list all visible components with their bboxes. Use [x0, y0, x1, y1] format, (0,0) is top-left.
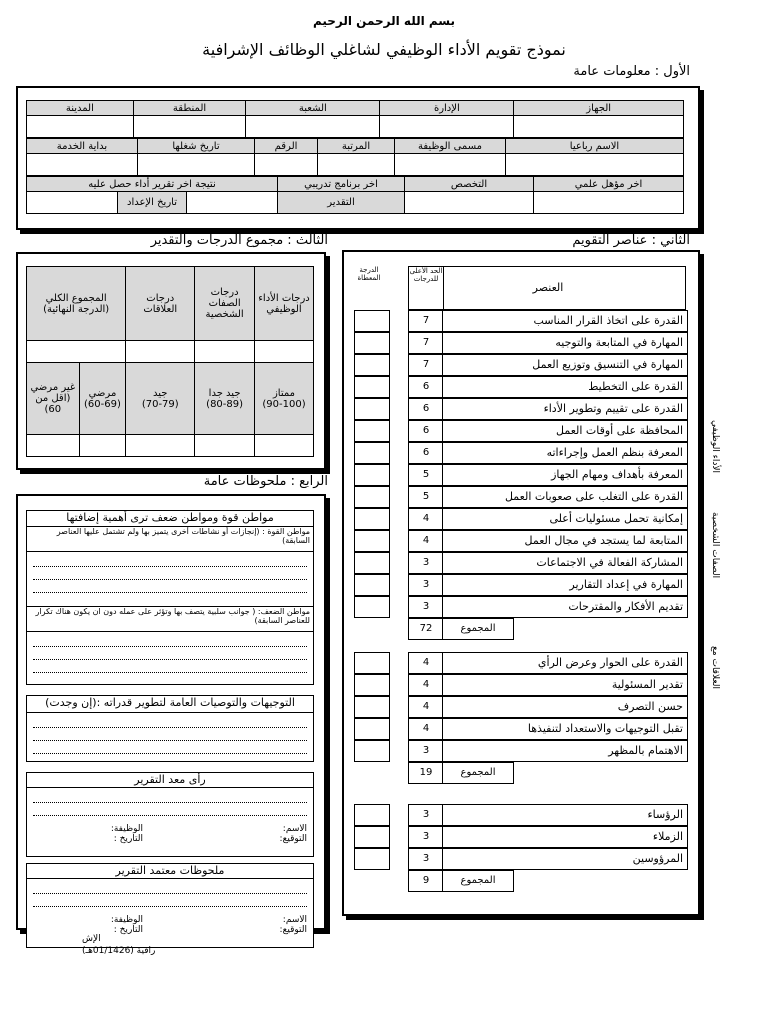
group-total-label: المجموع [442, 618, 514, 640]
info-field[interactable] [255, 154, 318, 176]
level-name: ممتاز [272, 387, 295, 399]
info-field[interactable] [318, 154, 395, 176]
info-header: التخصص [405, 177, 534, 192]
grade-field[interactable] [126, 341, 195, 363]
info-header: نتيجة اخر تقرير أداء حصل عليه [27, 177, 278, 192]
side-label-personal: الصفات الشخصية [710, 512, 720, 579]
col-element-header: العنصر [410, 266, 686, 310]
group-total-label: المجموع [442, 870, 514, 892]
level-range: (60-69) [84, 398, 121, 410]
grade-field[interactable] [27, 341, 126, 363]
level-cell [79, 363, 126, 435]
info-header: الرقم [255, 139, 318, 154]
general-info-table-2 [26, 138, 684, 176]
max-grade: 5 [408, 464, 444, 486]
max-grade: 4 [408, 530, 444, 552]
side-label-performance: الأداء الوظيفي [710, 420, 720, 474]
given-grade-field[interactable] [354, 398, 390, 420]
evaluation-element: القدرة على تقييم وتطوير الأداء [442, 398, 688, 420]
evaluation-element: القدرة على التغلب على صعوبات العمل [442, 486, 688, 508]
max-grade: 3 [408, 826, 444, 848]
info-header: الإدارة [380, 101, 514, 116]
level-cell [27, 363, 80, 435]
max-grade: 4 [408, 718, 444, 740]
level-check[interactable] [126, 435, 195, 457]
approver-title: ملحوظات معتمد التقرير [26, 863, 314, 879]
strengths-subtitle: مواطن القوة : (إنجازات أو نشاطات أخرى يتميز بها ولم تشتمل عليها العناصر السابقة) [26, 527, 314, 552]
group-total-value: 9 [408, 870, 444, 892]
max-grade: 3 [408, 804, 444, 826]
grades-table [26, 266, 314, 457]
info-field[interactable] [395, 154, 506, 176]
given-grade-field[interactable] [354, 740, 390, 762]
level-range: (90-100) [262, 398, 306, 410]
footer-line2: راقية (01/1426هـ) [82, 946, 156, 956]
sign-label: التوقيع: [279, 834, 307, 844]
info-field[interactable] [187, 192, 278, 214]
evaluation-element: تقدير المسئولية [442, 674, 688, 696]
prep-date-label: تاريخ الإعداد [118, 192, 187, 214]
recommend-area[interactable] [26, 713, 314, 762]
preparer-area[interactable] [26, 788, 314, 857]
approver-area[interactable] [26, 879, 314, 948]
section2-title: الثاني : عناصر التقويم [572, 233, 690, 248]
info-field[interactable] [506, 154, 684, 176]
evaluation-element: المشاركة الفعالة في الاجتماعات [442, 552, 688, 574]
level-name: جيد [153, 387, 168, 399]
sign-label: التوقيع: [279, 925, 307, 935]
given-grade-field[interactable] [354, 508, 390, 530]
given-grade-field[interactable] [354, 332, 390, 354]
info-header: المنطقة [133, 101, 246, 116]
weakness-area[interactable] [26, 632, 314, 685]
max-grade: 3 [408, 596, 444, 618]
max-grade: 6 [408, 420, 444, 442]
given-grade-field[interactable] [354, 310, 390, 332]
evaluation-element: حسن التصرف [442, 696, 688, 718]
max-grade: 3 [408, 740, 444, 762]
info-field[interactable] [405, 192, 534, 214]
given-grade-field[interactable] [354, 848, 390, 870]
max-grade: 4 [408, 652, 444, 674]
job-label: الوظيفة: [110, 915, 143, 925]
grade-header: درجات الأداء الوظيفي [254, 267, 313, 341]
max-grade: 7 [408, 310, 444, 332]
given-grade-field[interactable] [354, 420, 390, 442]
weakness-subtitle: مواطن الضعف: ( جوانب سلبية يتصف بها وتؤثر على عمله دون ان يكون هناك تكرار للعناصر السابقة) [26, 607, 314, 632]
evaluation-element: المهارة في التنسيق وتوزيع العمل [442, 354, 688, 376]
level-cell [195, 363, 255, 435]
section1-title: الأول : معلومات عامة [573, 64, 690, 79]
level-check[interactable] [27, 435, 80, 457]
group-total-value: 19 [408, 762, 444, 784]
given-grade-field[interactable] [354, 354, 390, 376]
side-label-relations: العلاقات مع [710, 646, 720, 689]
level-name: مرضي [88, 387, 117, 399]
info-field[interactable] [27, 192, 118, 214]
level-check[interactable] [195, 435, 255, 457]
info-header: الاسم رباعيا [506, 139, 684, 154]
max-grade: 4 [408, 674, 444, 696]
evaluation-element: المعرفة بأهداف ومهام الجهاز [442, 464, 688, 486]
info-field[interactable] [514, 116, 684, 138]
evaluation-element: المتابعة لما يستجد في مجال العمل [442, 530, 688, 552]
general-info-table-3 [26, 176, 684, 214]
evaluation-element: القدرة على الحوار وعرض الرأي [442, 652, 688, 674]
given-grade-field[interactable] [354, 486, 390, 508]
group-total-label: المجموع [442, 762, 514, 784]
section4-title: الرابع : ملحوظات عامة [203, 474, 328, 489]
level-range: (70-79) [141, 398, 179, 410]
info-header: تاريخ شغلها [138, 139, 255, 154]
col-max-header: الحد الأعلى للدرجات [408, 266, 444, 310]
info-field[interactable] [133, 116, 246, 138]
grades-frame [16, 252, 326, 470]
info-header: المرتبة [318, 139, 395, 154]
info-header: الجهاز [514, 101, 684, 116]
evaluation-element: تقديم الأفكار والمقترحات [442, 596, 688, 618]
info-header: بداية الخدمة [27, 139, 138, 154]
info-header: اخر مؤهل علمي [534, 177, 684, 192]
given-grade-field[interactable] [354, 596, 390, 618]
section3-title: الثالث : مجموع الدرجات والتقدير [150, 233, 328, 248]
evaluation-element: القدرة على التخطيط [442, 376, 688, 398]
level-cell [254, 363, 313, 435]
level-cell [126, 363, 195, 435]
max-grade: 6 [408, 442, 444, 464]
info-field[interactable] [27, 154, 138, 176]
info-field[interactable] [534, 192, 684, 214]
info-field[interactable] [27, 116, 134, 138]
evaluation-frame [342, 250, 700, 916]
name-label: الاسم: [282, 824, 307, 834]
given-grade-field[interactable] [354, 652, 390, 674]
given-grade-field[interactable] [354, 718, 390, 740]
grade-header: المجموع الكلي (الدرجة النهائية) [27, 267, 126, 341]
info-field[interactable] [380, 116, 514, 138]
level-range: (80-89) [206, 398, 244, 410]
form-title: نموذج تقويم الأداء الوظيفي لشاغلي الوظائف الإشرافية [202, 40, 566, 59]
max-grade: 3 [408, 574, 444, 596]
max-grade: 6 [408, 398, 444, 420]
strengths-area[interactable] [26, 552, 314, 607]
info-header: المدينة [27, 101, 134, 116]
evaluation-element: المحافظة على أوقات العمل [442, 420, 688, 442]
grade-field[interactable] [195, 341, 255, 363]
grade-header: درجات العلاقات [126, 267, 195, 341]
level-check[interactable] [254, 435, 313, 457]
given-grade-field[interactable] [354, 376, 390, 398]
grade-field[interactable] [254, 341, 313, 363]
given-grade-field[interactable] [354, 442, 390, 464]
evaluation-element: الاهتمام بالمظهر [442, 740, 688, 762]
general-info-table [26, 100, 684, 138]
given-grade-field[interactable] [354, 804, 390, 826]
level-check[interactable] [79, 435, 126, 457]
given-grade-field[interactable] [354, 674, 390, 696]
level-range: (اقل من 60) [35, 393, 71, 415]
given-grade-field[interactable] [354, 696, 390, 718]
max-grade: 5 [408, 486, 444, 508]
basmala: بسم الله الرحمن الرحيم [312, 14, 456, 28]
date-label: التاريخ : [113, 925, 143, 935]
date-label: التاريخ : [113, 834, 143, 844]
max-grade: 4 [408, 508, 444, 530]
evaluation-element: تقبل التوجيهات والاستعداد لتنفيذها [442, 718, 688, 740]
info-field[interactable] [138, 154, 255, 176]
col-given-header: الدرجة المعطاة [357, 266, 381, 282]
level-name: جيد جدا [208, 387, 241, 399]
footer-line1: الإش [82, 934, 101, 944]
evaluation-element: إمكانية تحمل مسئوليات أعلى [442, 508, 688, 530]
max-grade: 6 [408, 376, 444, 398]
evaluation-element: المهارة في إعداد التقارير [442, 574, 688, 596]
info-field[interactable] [246, 116, 380, 138]
grade-header: درجات الصفات الشخصية [195, 267, 255, 341]
evaluation-element: الزملاء [442, 826, 688, 848]
evaluation-element: القدرة على اتخاذ القرار المناسب [442, 310, 688, 332]
group-total-value: 72 [408, 618, 444, 640]
notes-frame [16, 494, 326, 935]
job-label: الوظيفة: [110, 824, 143, 834]
max-grade: 3 [408, 552, 444, 574]
given-grade-field[interactable] [354, 552, 390, 574]
general-info-frame [16, 86, 700, 230]
evaluation-element: الرؤساء [442, 804, 688, 826]
max-grade: 4 [408, 696, 444, 718]
given-grade-field[interactable] [354, 574, 390, 596]
evaluation-element: المهارة في المتابعة والتوجيه [442, 332, 688, 354]
given-grade-field[interactable] [354, 530, 390, 552]
evaluation-element: المرؤوسين [442, 848, 688, 870]
given-grade-field[interactable] [354, 826, 390, 848]
strengths-title: مواطن قوة ومواطن ضعف ترى أهمية إضافتها [26, 510, 314, 527]
info-header: اخر برنامج تدريبي [278, 177, 405, 192]
recommend-title: التوجيهات والتوصيات العامة لتطوير قدراته :(إن وجدت) [26, 695, 314, 713]
given-grade-field[interactable] [354, 464, 390, 486]
info-header: مسمى الوظيفة [395, 139, 506, 154]
info-header: الشعبة [246, 101, 380, 116]
preparer-title: رأى معد التقرير [26, 772, 314, 788]
max-grade: 7 [408, 354, 444, 376]
max-grade: 7 [408, 332, 444, 354]
level-name: غير مرضي [30, 382, 76, 393]
evaluation-element: المعرفة بنظم العمل وإجراءاته [442, 442, 688, 464]
name-label: الاسم: [282, 915, 307, 925]
max-grade: 3 [408, 848, 444, 870]
grade-label: التقدير [278, 192, 405, 214]
